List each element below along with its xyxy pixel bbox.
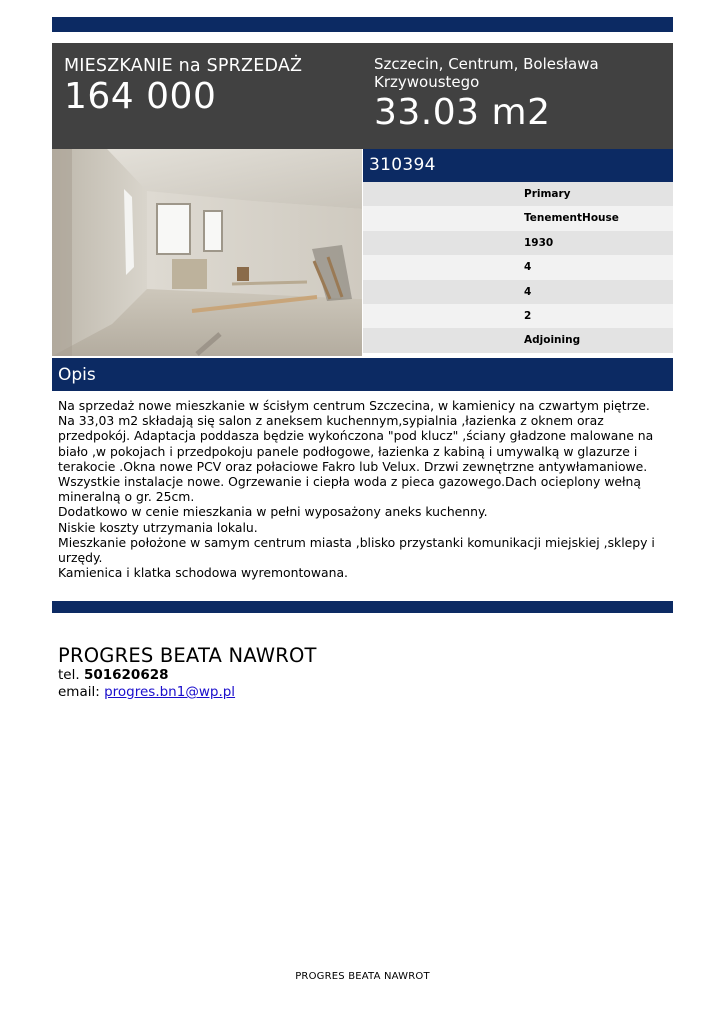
detail-value: 4 [524,261,532,274]
phone-number: 501620628 [83,667,169,683]
description-paragraph: Kamienica i klatka schodowa wyremontowana. [58,565,348,581]
listing-header [52,43,673,149]
detail-row [363,328,673,352]
top-accent-bar [52,17,673,32]
location: Szczecin, Centrum, Bolesława Krzywoustego [374,55,599,91]
description-body [58,398,668,580]
price: 164 000 [64,76,217,117]
email-line [58,684,658,701]
email-label: email: [58,684,100,700]
description-header [52,358,673,391]
page-footer: PROGRES BEATA NAWROT [295,971,430,982]
agency-contact [58,645,658,701]
detail-value: 4 [524,285,532,298]
detail-row [363,255,673,279]
description-title: Opis [58,365,96,385]
detail-row [363,182,673,206]
detail-value: TenementHouse [524,212,619,225]
property-photo [52,149,362,356]
detail-row [363,206,673,230]
detail-value: 1930 [524,236,554,249]
details-list [363,182,673,353]
description-paragraph: Niskie koszty utrzymania lokalu. [58,519,258,535]
phone-label: tel. [58,667,80,683]
agency-name: PROGRES BEATA NAWROT [58,644,317,667]
detail-value: Adjoining [524,334,581,347]
section-divider-bar [52,601,673,613]
detail-row [363,231,673,255]
detail-value: 2 [524,309,532,322]
description-paragraph: Na sprzedaż nowe mieszkanie w ścisłym centrum Szczecina, w kamienicy na czwartym piętrze. Na 33,03 m2 składają się salon z aneksem kuchennym,sypialnia ,łazienka z oknem oraz przedpokój. Adaptacja poddasza będzie wykończona "pod klucz" ,ściany gładzone malowane na biało ,w pokojach i przedpokoju panele podłogowe, łazienka z kabiną i umywalką w glazurze i terakocie .Okna nowe PCV oraz połaciowe Fakro lub Velux. Drzwi zewnętrzne antywłamaniowe. Wszystkie instalacje nowe. Ogrzewanie i ciepła woda z pieca gazowego.Dach ocieplony wełną mineralną o gr. 25cm. [58,398,654,505]
listing-id-bar [363,149,673,182]
email-link[interactable]: progres.bn1@wp.pl [104,684,236,700]
listing-id: 310394 [369,155,436,175]
description-paragraph: Dodatkowo w cenie mieszkania w pełni wyposażony aneks kuchenny. [58,504,488,520]
detail-row [363,304,673,328]
area: 33.03 m2 [374,92,551,133]
offer-type: MIESZKANIE na SPRZEDAŻ [64,56,303,76]
description-paragraph: Mieszkanie położone w samym centrum miasta ,blisko przystanki komunikacji miejskiej ,sklepy i urzędy. [58,534,655,566]
detail-row [363,280,673,304]
phone-line [58,667,658,684]
detail-value: Primary [524,188,571,200]
